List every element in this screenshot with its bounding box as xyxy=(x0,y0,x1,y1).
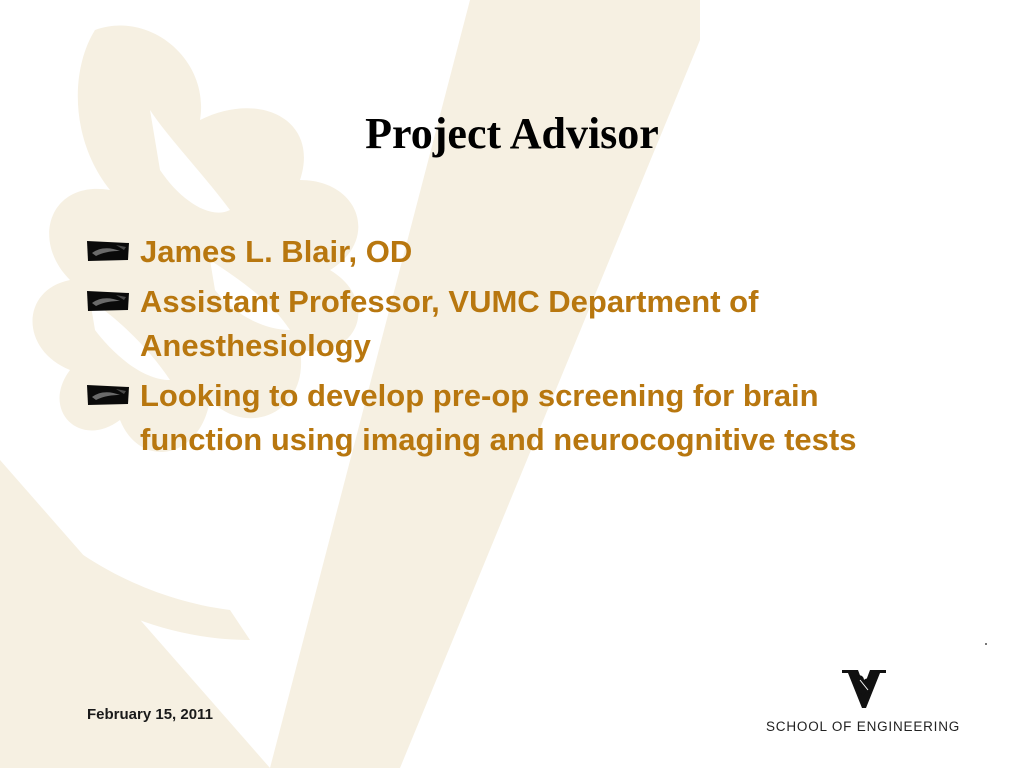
bullet-text: James L. Blair, OD xyxy=(140,234,413,269)
stray-dot xyxy=(985,643,987,645)
slide-title: Project Advisor xyxy=(365,109,659,158)
vanderbilt-v-oak-leaf-icon xyxy=(842,670,886,708)
bullet-list xyxy=(86,230,946,468)
bullet-item xyxy=(86,374,946,462)
swoosh-bullet-icon xyxy=(86,289,130,313)
school-name: SCHOOL OF ENGINEERING xyxy=(766,719,961,734)
bullet-text: Assistant Professor, VUMC Department of Anesthesiology xyxy=(140,284,759,363)
swoosh-bullet-icon xyxy=(86,239,130,263)
bullet-item xyxy=(86,230,946,274)
bullet-text: Looking to develop pre-op screening for brain function using imaging and neurocognitive tests xyxy=(140,378,857,457)
footer-date: February 15, 2011 xyxy=(87,706,213,723)
bullet-item xyxy=(86,280,946,368)
swoosh-bullet-icon xyxy=(86,383,130,407)
